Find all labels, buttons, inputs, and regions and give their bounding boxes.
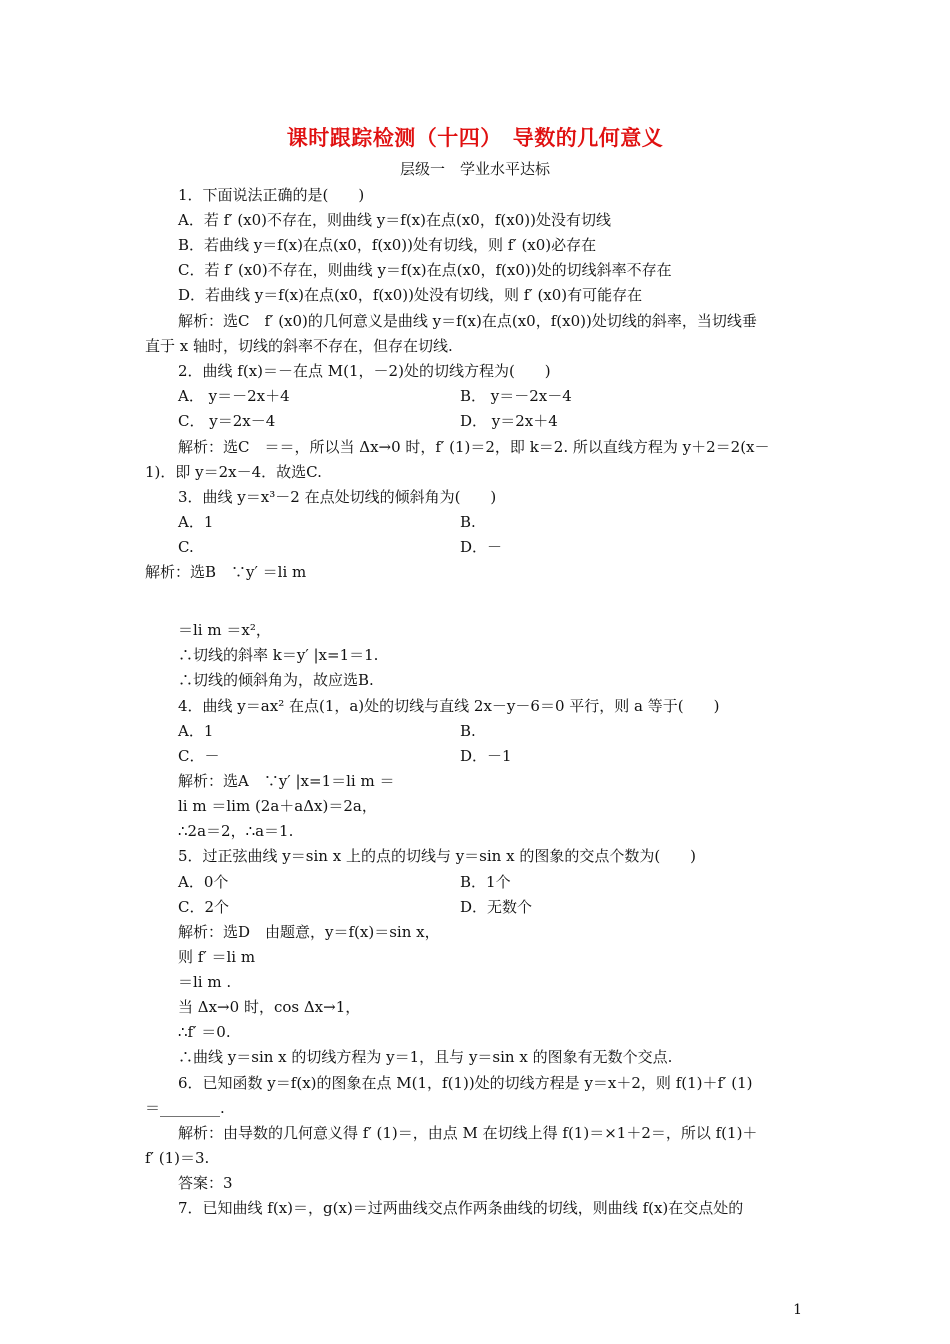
q3-option-b: B. — [460, 513, 476, 531]
q1-solution: 解析：选C f′ (x0)的几何意义是曲线 y＝f(x)在点(x0，f(x0))处切线的斜率，当切线垂 — [178, 312, 757, 330]
q1-option-a: A．若 f′ (x0)不存在，则曲线 y＝f(x)在点(x0，f(x0))处没有切线 — [178, 211, 611, 229]
q5-solution-line4: 当 Δx→0 时，cos Δx→1， — [178, 998, 361, 1016]
q1-solution-cont: 直于 x 轴时，切线的斜率不存在，但存在切线. — [145, 337, 453, 355]
q1-option-b: B．若曲线 y＝f(x)在点(x0，f(x0))处有切线，则 f′ (x0)必存在 — [178, 236, 597, 254]
q2-option-a: A． y＝－2x＋4 — [178, 387, 290, 405]
q2-solution-cont: 1)．即 y＝2x－4．故选C. — [145, 463, 322, 481]
q5-option-d: D．无数个 — [460, 898, 533, 916]
q5-stem: 5．过正弦曲线 y＝sin x 上的点的切线与 y＝sin x 的图象的交点个数为( ) — [178, 847, 697, 865]
q2-option-d: D． y＝2x＋4 — [460, 412, 558, 430]
q7-stem: 7．已知曲线 f(x)＝，g(x)＝过两曲线交点作两条曲线的切线，则曲线 f(x)在交点处的 — [178, 1199, 744, 1217]
q4-option-d: D．－1 — [460, 747, 512, 765]
q6-solution-cont: f′ (1)＝3. — [145, 1149, 210, 1167]
q2-solution: 解析：选C ＝＝，所以当 Δx→0 时，f′ (1)＝2，即 k＝2. 所以直线方程为 y＋2＝2(x－ — [178, 438, 770, 456]
q3-solution-line2: ＝li m ＝x²， — [178, 621, 271, 639]
q4-option-b: B. — [460, 722, 476, 740]
q6-stem-cont: ＝________. — [145, 1099, 225, 1117]
q1-option-c: C．若 f′ (x0)不存在，则曲线 y＝f(x)在点(x0，f(x0))处的切线斜率不存在 — [178, 261, 672, 279]
page-number: 1 — [793, 1302, 802, 1318]
q2-option-c: C． y＝2x－4 — [178, 412, 276, 430]
q5-option-c: C．2个 — [178, 898, 230, 916]
q6-answer: 答案：3 — [178, 1174, 233, 1192]
section-subtitle: 层级一 学业水平达标 — [399, 160, 550, 178]
q3-option-c: C. — [178, 538, 194, 556]
q3-solution: 解析：选B ∵y′ ＝li m — [145, 563, 307, 581]
q5-option-b: B．1个 — [460, 873, 511, 891]
q5-solution-line6: ∴曲线 y＝sin x 的切线方程为 y＝1，且与 y＝sin x 的图象有无数个交点. — [178, 1048, 673, 1066]
q4-option-c: C．－ — [178, 747, 220, 765]
page-title: 课时跟踪检测（十四） 导数的几何意义 — [286, 126, 664, 150]
q5-solution: 解析：选D 由题意，y＝f(x)＝sin x， — [178, 923, 440, 941]
q4-solution: 解析：选A ∵y′ |x=1＝li m ＝ — [178, 772, 395, 790]
q4-option-a: A．1 — [178, 722, 214, 740]
q3-option-a: A．1 — [178, 513, 214, 531]
q5-solution-line2: 则 f′ ＝li m — [178, 948, 256, 966]
q3-solution-line3: ∴切线的斜率 k＝y′ |x=1＝1. — [178, 646, 379, 664]
q4-solution-line2: li m ＝lim (2a＋aΔx)＝2a， — [178, 797, 377, 815]
q5-option-a: A．0个 — [178, 873, 229, 891]
q3-option-d: D．－ — [460, 538, 503, 556]
q3-solution-line4: ∴切线的倾斜角为，故应选B. — [178, 671, 374, 689]
q5-solution-line3: ＝li m . — [178, 973, 232, 991]
q4-stem: 4．曲线 y＝ax² 在点(1，a)处的切线与直线 2x－y－6＝0 平行，则 a 等于( ) — [178, 697, 720, 715]
q2-option-b: B． y＝－2x－4 — [460, 387, 572, 405]
q5-solution-line5: ∴f′ ＝0. — [178, 1023, 231, 1041]
q2-stem: 2．曲线 f(x)＝－在点 M(1，－2)处的切线方程为( ) — [178, 362, 551, 380]
q6-solution: 解析：由导数的几何意义得 f′ (1)＝，由点 M 在切线上得 f(1)＝×1＋2＝，所以 f(1)＋ — [178, 1124, 758, 1142]
q1-option-d: D．若曲线 y＝f(x)在点(x0，f(x0))处没有切线，则 f′ (x0)有可能存在 — [178, 286, 643, 304]
q1-stem: 1．下面说法正确的是( ) — [178, 186, 365, 204]
q3-stem: 3．曲线 y＝x³－2 在点处切线的倾斜角为( ) — [178, 488, 497, 506]
q4-solution-line3: ∴2a＝2，∴a＝1. — [178, 822, 294, 840]
q6-stem: 6．已知函数 y＝f(x)的图象在点 M(1，f(1))处的切线方程是 y＝x＋2，则 f(1)＋f′ (1) — [178, 1074, 753, 1092]
